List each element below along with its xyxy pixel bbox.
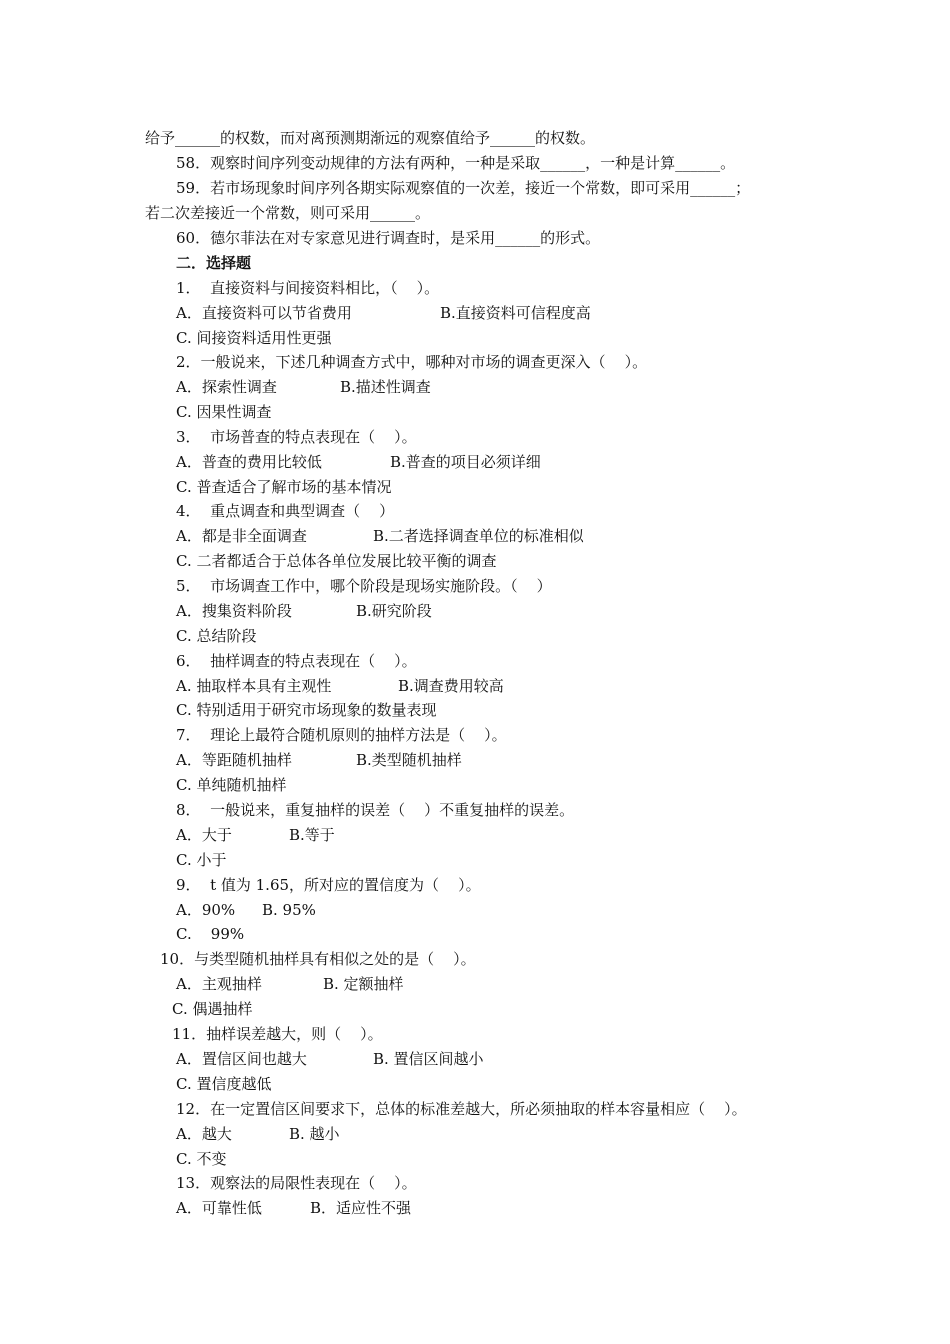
option-b: B.研究阶段 bbox=[356, 602, 432, 620]
option-a: A．都是非全面调查 bbox=[176, 527, 307, 545]
question-stem: 13．观察法的局限性表现在（ ）。 bbox=[176, 1174, 417, 1192]
question-stem: 1． 直接资料与间接资料相比，（ ）。 bbox=[176, 279, 440, 297]
option-b: B.等于 bbox=[289, 826, 335, 844]
option-c: C. 总结阶段 bbox=[176, 627, 257, 645]
option-b: B.类型随机抽样 bbox=[356, 751, 462, 769]
option-b: B. 越小 bbox=[289, 1125, 340, 1143]
option-b: B.描述性调查 bbox=[340, 378, 431, 396]
option-a: A．90% bbox=[176, 901, 236, 919]
option-c: C. 置信度越低 bbox=[176, 1075, 272, 1093]
option-b: B.调查费用较高 bbox=[398, 677, 504, 695]
option-a: A．置信区间也越大 bbox=[176, 1050, 307, 1068]
option-a: A．搜集资料阶段 bbox=[176, 602, 292, 620]
question-stem: 10．与类型随机抽样具有相似之处的是（ ）。 bbox=[160, 950, 476, 968]
fill-in-59-line2: 若二次差接近一个常数，则可采用______。 bbox=[145, 204, 431, 222]
option-a: A. 抽取样本具有主观性 bbox=[176, 677, 332, 695]
option-c: C. 小于 bbox=[176, 851, 227, 869]
option-a: A．可靠性低 bbox=[176, 1199, 262, 1217]
option-c: C. 二者都适合于总体各单位发展比较平衡的调查 bbox=[176, 552, 497, 570]
option-b: B．适应性不强 bbox=[310, 1199, 412, 1217]
fill-in-59-line1: 59．若市场现象时间序列各期实际观察值的一次差，接近一个常数，即可采用______； bbox=[176, 179, 751, 197]
fill-in-58: 58．观察时间序列变动规律的方法有两种，一种是采取______，一种是计算______。 bbox=[176, 154, 736, 172]
option-a: A．探索性调查 bbox=[176, 378, 277, 396]
fill-in-60: 60．德尔菲法在对专家意见进行调查时，是采用______的形式。 bbox=[176, 229, 601, 247]
option-b: B.普查的项目必须详细 bbox=[390, 453, 541, 471]
option-a: A．等距随机抽样 bbox=[176, 751, 292, 769]
question-stem: 4． 重点调查和典型调查（ ） bbox=[176, 502, 395, 520]
option-c: C. 偶遇抽样 bbox=[172, 1000, 253, 1018]
option-c: C. 普查适合了解市场的基本情况 bbox=[176, 478, 392, 496]
option-b: B.直接资料可信程度高 bbox=[440, 304, 591, 322]
question-stem: 6． 抽样调查的特点表现在（ ）。 bbox=[176, 652, 417, 670]
option-c: C. 特别适用于研究市场现象的数量表现 bbox=[176, 701, 437, 719]
question-stem: 7． 理论上最符合随机原则的抽样方法是（ ）。 bbox=[176, 726, 507, 744]
question-stem: 5． 市场调查工作中，哪个阶段是现场实施阶段。（ ） bbox=[176, 577, 552, 595]
question-stem: 9． t 值为 1.65，所对应的置信度为（ ）。 bbox=[176, 876, 481, 894]
option-a: A．越大 bbox=[176, 1125, 232, 1143]
option-c: C. 不变 bbox=[176, 1150, 227, 1168]
option-a: A．直接资料可以节省费用 bbox=[176, 304, 352, 322]
option-c: C. 因果性调查 bbox=[176, 403, 272, 421]
section-title: 二．选择题 bbox=[176, 254, 252, 272]
question-stem: 11．抽样误差越大，则（ ）。 bbox=[172, 1025, 383, 1043]
option-a: A．大于 bbox=[176, 826, 232, 844]
fill-in-57-continuation: 给予______的权数，而对离预测期渐远的观察值给予______的权数。 bbox=[145, 129, 596, 147]
option-c: C. 单纯随机抽样 bbox=[176, 776, 287, 794]
option-c: C. 间接资料适用性更强 bbox=[176, 329, 332, 347]
option-b: B.二者选择调查单位的标准相似 bbox=[373, 527, 584, 545]
question-stem: 3． 市场普查的特点表现在（ ）。 bbox=[176, 428, 417, 446]
option-b: B. 定额抽样 bbox=[323, 975, 404, 993]
question-stem: 2．一般说来，下述几种调查方式中，哪种对市场的调查更深入（ ）。 bbox=[176, 353, 648, 371]
question-stem: 8． 一般说来，重复抽样的误差（ ）不重复抽样的误差。 bbox=[176, 801, 575, 819]
option-b: B. 95% bbox=[262, 901, 316, 919]
question-stem: 12．在一定置信区间要求下，总体的标准差越大，所必须抽取的样本容量相应（ ）。 bbox=[176, 1100, 747, 1118]
option-b: B. 置信区间越小 bbox=[373, 1050, 484, 1068]
option-c: C. 99% bbox=[176, 925, 245, 943]
option-a: A．普查的费用比较低 bbox=[176, 453, 322, 471]
option-a: A．主观抽样 bbox=[176, 975, 262, 993]
